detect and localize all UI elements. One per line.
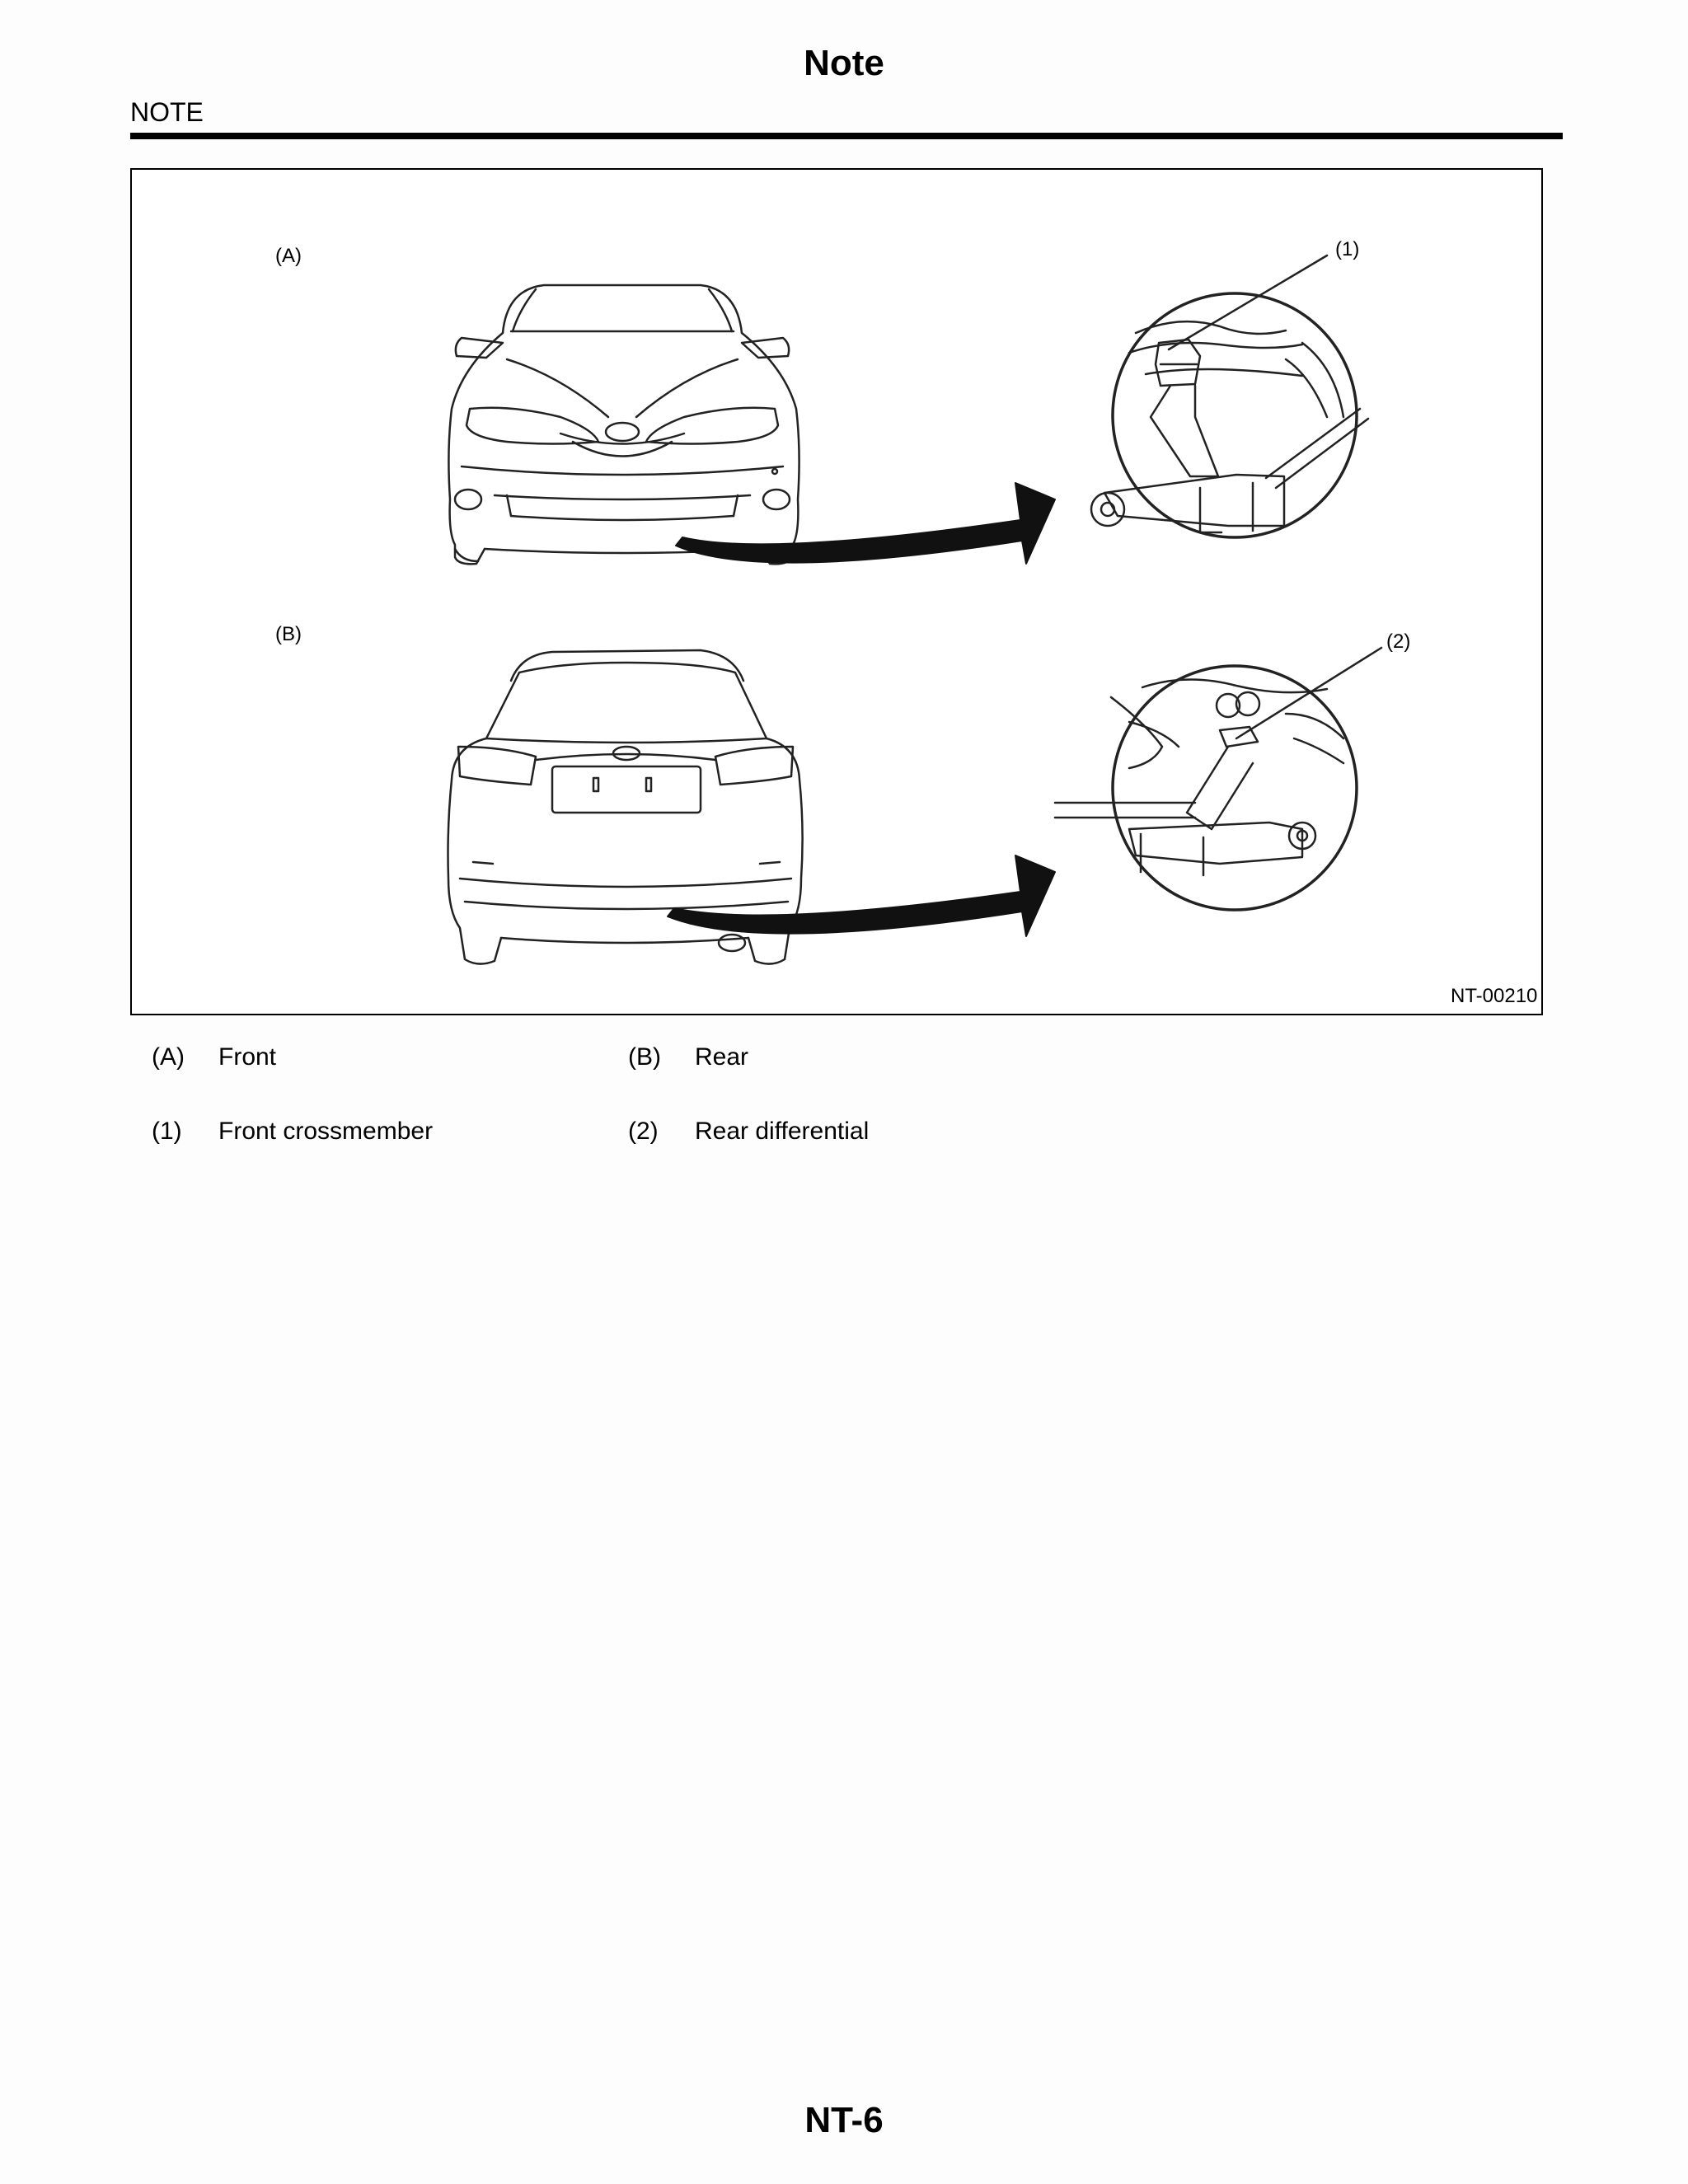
label-a: (A)	[275, 245, 302, 267]
figure-code: NT-00210	[1451, 985, 1538, 1007]
legend-text-1: Front crossmember	[218, 1118, 434, 1145]
legend-key-2: (2)	[628, 1118, 659, 1145]
legend-text-b: Rear	[695, 1043, 749, 1071]
arrow-b	[668, 855, 1055, 936]
header-rule	[130, 133, 1563, 139]
legend-text-a: Front	[218, 1043, 277, 1071]
section-heading: NOTE	[130, 97, 204, 127]
legend-key-b: (B)	[628, 1043, 661, 1071]
arrow-a	[676, 483, 1055, 564]
rear-jack-inset	[1055, 648, 1381, 910]
legend-text-2: Rear differential	[695, 1118, 870, 1145]
front-car-drawing	[448, 285, 799, 564]
figure-illustration	[132, 170, 1545, 1017]
front-jack-inset	[1091, 255, 1368, 537]
label-2: (2)	[1386, 630, 1411, 653]
label-b: (B)	[275, 623, 302, 645]
legend-key-a: (A)	[152, 1043, 185, 1071]
legend-key-1: (1)	[152, 1118, 182, 1145]
figure-frame	[130, 168, 1543, 1015]
page-title: Note	[804, 43, 884, 83]
label-1: (1)	[1335, 238, 1360, 260]
page-number: NT-6	[804, 2100, 884, 2140]
